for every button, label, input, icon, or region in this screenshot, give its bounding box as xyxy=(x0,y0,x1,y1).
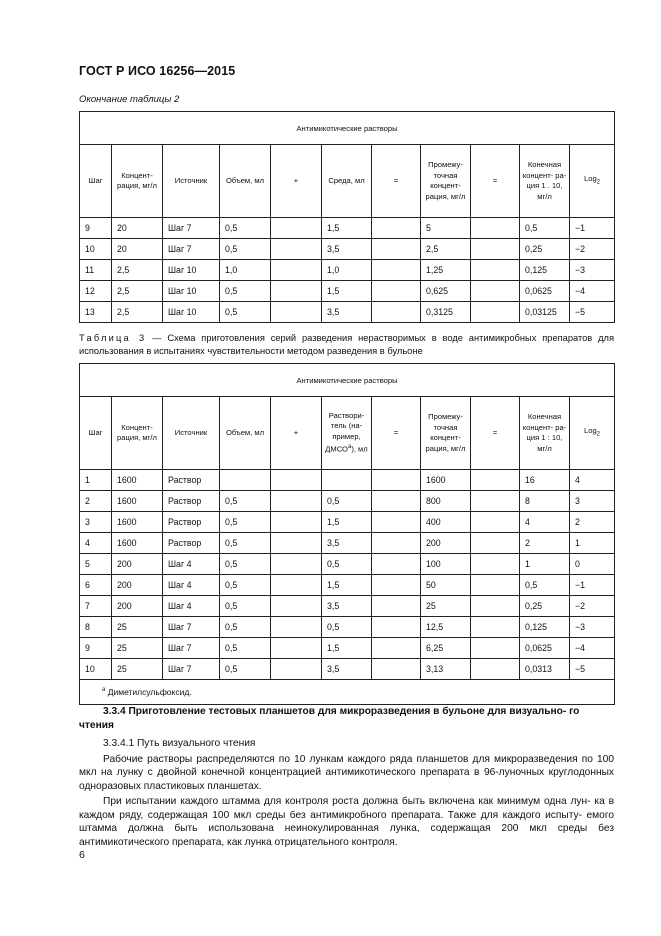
table-cell: 10 xyxy=(80,239,112,260)
table3-title: Антимикотические растворы xyxy=(80,364,615,397)
section-3-3-4 xyxy=(79,705,614,849)
table-cell xyxy=(372,617,421,638)
table-cell: 16 xyxy=(520,470,570,491)
table-cell: −2 xyxy=(570,239,615,260)
table-cell: 3 xyxy=(80,512,112,533)
table-cell: 0,5 xyxy=(220,239,271,260)
paragraph-2: При испытании каждого штамма для контроля роста должна быть включена как минимум одна лун- ка в каждом ряду, содержащая 100 мкл среды без антимикробного препарата. Также для каждого испыту- емого штамма должна быть использована неинокулированная лунка, содержащая 200 мкл среды без антимикотического препарата, как лунка отрицательного контроля. xyxy=(79,796,614,848)
table-cell xyxy=(271,470,322,491)
table-cell: 0,5 xyxy=(220,659,271,680)
table-cell: 800 xyxy=(421,491,471,512)
table-cell: −3 xyxy=(570,617,615,638)
table-cell xyxy=(271,659,322,680)
table3-caption xyxy=(79,332,614,357)
table-cell xyxy=(372,596,421,617)
table-cell: 7 xyxy=(80,596,112,617)
table-cell: 25 xyxy=(112,638,163,659)
header-cell: Среда, мл xyxy=(322,145,372,218)
table-cell: 25 xyxy=(421,596,471,617)
table-cell: 8 xyxy=(80,617,112,638)
table-cell: 200 xyxy=(112,554,163,575)
table-cell xyxy=(372,491,421,512)
table-cell: 3 xyxy=(570,491,615,512)
table-cell: 12,5 xyxy=(421,617,471,638)
footnote-text: Диметилсульфоксид. xyxy=(107,687,192,697)
table-cell: 1600 xyxy=(421,470,471,491)
header-cell: = xyxy=(372,397,421,470)
table-cell: 8 xyxy=(520,491,570,512)
table-3 xyxy=(79,363,615,705)
table-cell: 13 xyxy=(80,302,112,323)
table-cell xyxy=(372,302,421,323)
table-cell: 5 xyxy=(80,554,112,575)
table-cell: 0,5 xyxy=(520,218,570,239)
table-cell: 2,5 xyxy=(112,281,163,302)
table-cell: 0,5 xyxy=(220,638,271,659)
table-cell: 1,25 xyxy=(421,260,471,281)
table-cell: 1,5 xyxy=(322,575,372,596)
table-cell: 0,125 xyxy=(520,617,570,638)
table-cell xyxy=(471,491,520,512)
table-cell xyxy=(471,596,520,617)
table-cell: 1600 xyxy=(112,491,163,512)
table-cell: 100 xyxy=(421,554,471,575)
log-label: Log xyxy=(584,425,597,435)
table-cell: 0,5 xyxy=(220,575,271,596)
table-cell: 0,0625 xyxy=(520,638,570,659)
table-cell: Шаг 4 xyxy=(163,575,220,596)
table-cell: 2 xyxy=(80,491,112,512)
table-row xyxy=(80,470,615,491)
table-cell xyxy=(271,281,322,302)
table-cell: 1,0 xyxy=(322,260,372,281)
subsection-heading: 3.3.4.1 Путь визуального чтения xyxy=(103,738,256,749)
table-cell xyxy=(271,302,322,323)
table-cell: −3 xyxy=(570,260,615,281)
table-cell xyxy=(471,638,520,659)
table-row xyxy=(80,491,615,512)
table-cell xyxy=(271,617,322,638)
header-cell: + xyxy=(271,145,322,218)
header-cell: Концент- рация, мг/л xyxy=(112,145,163,218)
table-cell: 5 xyxy=(421,218,471,239)
table-cell: 11 xyxy=(80,260,112,281)
table-cell xyxy=(471,302,520,323)
table-cell xyxy=(372,239,421,260)
table2-title: Антимикотические растворы xyxy=(80,112,615,145)
table-cell xyxy=(271,512,322,533)
table-cell xyxy=(271,638,322,659)
table-cell xyxy=(372,638,421,659)
table-cell: 25 xyxy=(112,617,163,638)
table-cell xyxy=(471,239,520,260)
table-cell: Шаг 7 xyxy=(163,218,220,239)
table-cell: 1600 xyxy=(112,470,163,491)
table-cell: 3,13 xyxy=(421,659,471,680)
table-cell xyxy=(271,575,322,596)
table-cell xyxy=(372,281,421,302)
table-cell: 0,5 xyxy=(220,596,271,617)
table-row xyxy=(80,659,615,680)
section-heading: 3.3.4 Приготовление тестовых планшетов для микроразведения в бульоне для визуально- го чтения xyxy=(79,706,580,731)
table-cell: 3,5 xyxy=(322,659,372,680)
table-cell: 2 xyxy=(570,512,615,533)
table-row xyxy=(80,596,615,617)
table-cell: 200 xyxy=(112,596,163,617)
table-cell: −5 xyxy=(570,659,615,680)
table3-footnote xyxy=(80,680,615,705)
table-cell xyxy=(271,554,322,575)
table-cell: 2,5 xyxy=(112,302,163,323)
table-cell: Шаг 7 xyxy=(163,638,220,659)
table-cell: 0,25 xyxy=(520,596,570,617)
table-cell: 0,125 xyxy=(520,260,570,281)
header-cell: Промежу- точная концент- рация, мг/л xyxy=(421,397,471,470)
document-header: ГОСТ Р ИСО 16256—2015 xyxy=(79,64,236,78)
table-cell: 10 xyxy=(80,659,112,680)
table-cell xyxy=(322,470,372,491)
table-row xyxy=(80,302,615,323)
table-cell: 0,5 xyxy=(520,575,570,596)
table-cell xyxy=(271,491,322,512)
table-cell: 0,3125 xyxy=(421,302,471,323)
table2-caption: Окончание таблицы 2 xyxy=(79,94,180,105)
table-cell: 0,0625 xyxy=(520,281,570,302)
table-cell xyxy=(372,659,421,680)
table-cell: 4 xyxy=(570,470,615,491)
table-cell: 1600 xyxy=(112,533,163,554)
table-cell: 3,5 xyxy=(322,533,372,554)
table-cell xyxy=(471,512,520,533)
table-cell: −5 xyxy=(570,302,615,323)
table-cell: 1600 xyxy=(112,512,163,533)
header-cell: Промежу- точная концент- рация, мг/л xyxy=(421,145,471,218)
table-cell: Шаг 7 xyxy=(163,617,220,638)
table-cell: 0,625 xyxy=(421,281,471,302)
table-cell: Раствор xyxy=(163,533,220,554)
log-subscript: 2 xyxy=(596,179,601,186)
header-cell: Шаг xyxy=(80,397,112,470)
table-cell xyxy=(372,575,421,596)
table-cell: Раствор xyxy=(163,470,220,491)
table-cell: 4 xyxy=(80,533,112,554)
table-row xyxy=(80,554,615,575)
table-cell: 0,5 xyxy=(220,512,271,533)
header-cell: = xyxy=(372,145,421,218)
table-cell: 1 xyxy=(520,554,570,575)
table-cell: 0,5 xyxy=(220,218,271,239)
table-cell xyxy=(271,218,322,239)
table-row xyxy=(80,281,615,302)
table-cell: 0,5 xyxy=(322,554,372,575)
table-cell xyxy=(471,575,520,596)
table-row xyxy=(80,260,615,281)
table-cell: 3,5 xyxy=(322,596,372,617)
table-cell: 0,5 xyxy=(322,491,372,512)
table-cell: 0,5 xyxy=(220,302,271,323)
header-cell: Объем, мл xyxy=(220,397,271,470)
table-cell xyxy=(372,512,421,533)
table-2 xyxy=(79,111,615,323)
header-cell: = xyxy=(471,145,520,218)
table-row xyxy=(80,617,615,638)
table-cell xyxy=(471,554,520,575)
table-cell xyxy=(372,218,421,239)
table-row xyxy=(80,638,615,659)
table-cell: 200 xyxy=(112,575,163,596)
table-cell: 0,5 xyxy=(322,617,372,638)
table-cell: 0,0313 xyxy=(520,659,570,680)
table-cell: 6,25 xyxy=(421,638,471,659)
table-cell xyxy=(271,260,322,281)
header-cell: Конечная концент- ра- ция 1 . 10, мг/л xyxy=(520,145,570,218)
table-row xyxy=(80,239,615,260)
table-cell: Шаг 7 xyxy=(163,659,220,680)
table-cell xyxy=(271,596,322,617)
table-cell: 1,5 xyxy=(322,512,372,533)
log-subscript: 2 xyxy=(596,431,601,438)
header-cell-solvent xyxy=(322,397,372,470)
table-cell xyxy=(471,470,520,491)
table-cell xyxy=(471,281,520,302)
table-cell: 1,5 xyxy=(322,281,372,302)
table-cell: 4 xyxy=(520,512,570,533)
footnote-mark: a xyxy=(347,444,352,451)
table-cell xyxy=(471,617,520,638)
table-cell: 1,5 xyxy=(322,218,372,239)
table-cell: −4 xyxy=(570,281,615,302)
table-cell: 0 xyxy=(570,554,615,575)
table-cell: Шаг 10 xyxy=(163,281,220,302)
table-cell: 9 xyxy=(80,638,112,659)
table-cell: 1 xyxy=(570,533,615,554)
table-cell: 0,5 xyxy=(220,554,271,575)
table-cell: 0,5 xyxy=(220,617,271,638)
table-cell xyxy=(471,218,520,239)
table-cell: 6 xyxy=(80,575,112,596)
table-cell: 3,5 xyxy=(322,239,372,260)
table-cell: 0,5 xyxy=(220,491,271,512)
table-cell xyxy=(271,239,322,260)
header-cell: = xyxy=(471,397,520,470)
table-cell: 200 xyxy=(421,533,471,554)
table-cell xyxy=(471,260,520,281)
table-cell: 1,5 xyxy=(322,638,372,659)
table-row xyxy=(80,533,615,554)
header-cell: Концент- рация, мг/л xyxy=(112,397,163,470)
table-cell xyxy=(220,470,271,491)
solvent-label: Раствори- тель (на- пример, ДМСО xyxy=(325,410,365,454)
table-cell: Раствор xyxy=(163,512,220,533)
table-cell: 12 xyxy=(80,281,112,302)
table-cell: Шаг 7 xyxy=(163,239,220,260)
header-cell: Источник xyxy=(163,397,220,470)
log-label: Log xyxy=(584,173,597,183)
table-cell xyxy=(471,659,520,680)
table-cell: 25 xyxy=(112,659,163,680)
table-cell xyxy=(471,533,520,554)
table-cell: 2,5 xyxy=(112,260,163,281)
table-cell xyxy=(372,533,421,554)
table-cell: −2 xyxy=(570,596,615,617)
header-cell: Конечная концент- ра- ция 1 : 10, мг/л xyxy=(520,397,570,470)
table-cell: Шаг 10 xyxy=(163,302,220,323)
table3-caption-label: Таблица 3 xyxy=(79,333,147,343)
solvent-suffix: ), мл xyxy=(351,444,368,454)
table-cell: 400 xyxy=(421,512,471,533)
table-cell: 1,0 xyxy=(220,260,271,281)
header-cell: Источник xyxy=(163,145,220,218)
table-cell: 9 xyxy=(80,218,112,239)
table-cell: 0,5 xyxy=(220,281,271,302)
page-number: 6 xyxy=(79,849,85,861)
header-cell: + xyxy=(271,397,322,470)
table-cell: −4 xyxy=(570,638,615,659)
table-cell: 2,5 xyxy=(421,239,471,260)
table-cell: 20 xyxy=(112,239,163,260)
table-cell xyxy=(372,554,421,575)
table-cell: Раствор xyxy=(163,491,220,512)
table-cell: 3,5 xyxy=(322,302,372,323)
footnote-mark: a xyxy=(102,687,106,694)
table-cell: Шаг 10 xyxy=(163,260,220,281)
table-cell xyxy=(372,260,421,281)
table3-caption-text: — Схема приготовления серий разведения нерастворимых в воде антимикробных препаратов для использования в испытаниях чувствительности методом разведения в бульоне xyxy=(79,333,614,356)
header-cell-log xyxy=(570,145,615,218)
table-row xyxy=(80,218,615,239)
table-row xyxy=(80,575,615,596)
table-cell: −1 xyxy=(570,218,615,239)
table-cell: Шаг 4 xyxy=(163,554,220,575)
table-cell xyxy=(372,470,421,491)
table-cell: 2 xyxy=(520,533,570,554)
table-cell: Шаг 4 xyxy=(163,596,220,617)
table-cell: 1 xyxy=(80,470,112,491)
table-cell: 0,25 xyxy=(520,239,570,260)
table-cell xyxy=(271,533,322,554)
paragraph-1: Рабочие растворы распределяются по 10 лункам каждого ряда планшетов для микроразведения по 100 мкл на лунку с двойной конечной концентрацией антимикотического препарата в 96-луночных круглодонных одноразовых пластиковых планшетах. xyxy=(79,753,614,792)
header-cell: Шаг xyxy=(80,145,112,218)
header-cell: Объем, мл xyxy=(220,145,271,218)
table-cell: 50 xyxy=(421,575,471,596)
table-cell: 0,5 xyxy=(220,533,271,554)
table-row xyxy=(80,512,615,533)
table-cell: 0,03125 xyxy=(520,302,570,323)
table-cell: −1 xyxy=(570,575,615,596)
header-cell-log xyxy=(570,397,615,470)
table-cell: 20 xyxy=(112,218,163,239)
